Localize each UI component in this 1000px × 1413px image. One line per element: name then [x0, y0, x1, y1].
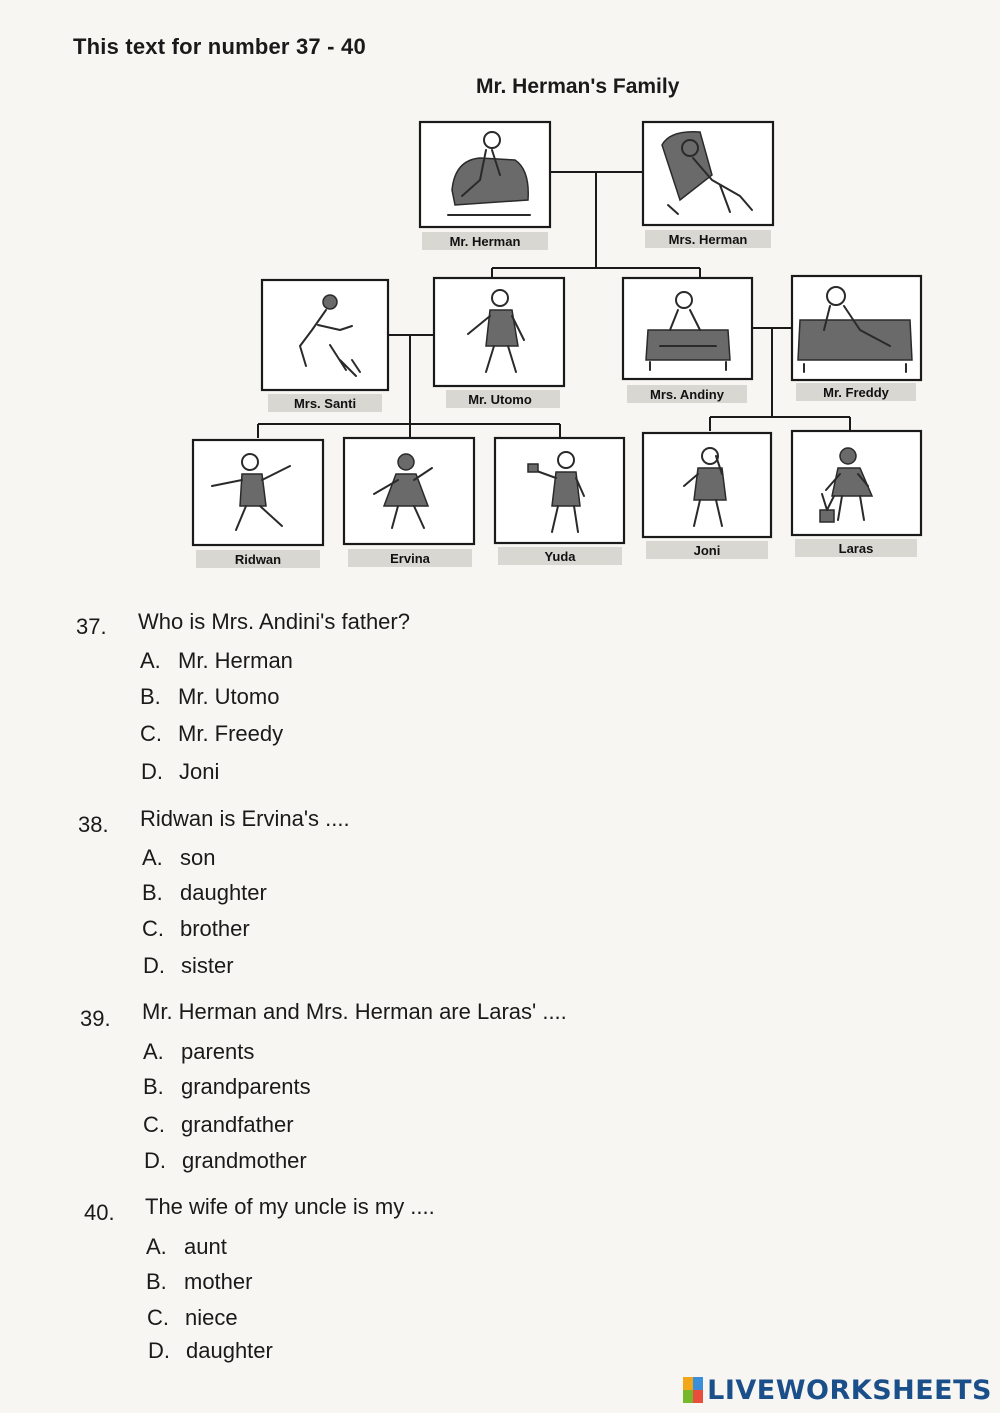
member-laras: [792, 431, 921, 557]
member-label-ridwan: Ridwan: [234, 552, 282, 567]
option-text: Mr. Utomo: [178, 684, 280, 709]
question-number: 40.: [84, 1200, 115, 1225]
member-label-mr-herman: Mr. Herman: [449, 234, 521, 249]
answer-option-b[interactable]: [146, 1269, 252, 1295]
member-mr-utomo: [434, 278, 564, 408]
option-letter: A.: [140, 648, 161, 673]
option-text: sister: [181, 953, 234, 978]
option-letter: B.: [143, 1074, 164, 1099]
member-label-laras: Laras: [838, 541, 874, 556]
member-mrs-santi: [262, 280, 388, 412]
option-text: daughter: [186, 1338, 273, 1363]
question-stem: Mr. Herman and Mrs. Herman are Laras' ....: [142, 999, 567, 1024]
answer-option-d[interactable]: [148, 1338, 273, 1364]
liveworksheets-logo-icon: [683, 1377, 703, 1403]
member-joni: [643, 433, 771, 559]
option-letter: B.: [140, 684, 161, 709]
answer-option-c[interactable]: [147, 1305, 238, 1331]
answer-option-b[interactable]: [140, 684, 279, 710]
member-label-mrs-herman: Mrs. Herman: [668, 232, 748, 247]
option-text: aunt: [184, 1234, 227, 1259]
answer-option-d[interactable]: [143, 953, 234, 979]
option-text: Mr. Herman: [178, 648, 293, 673]
option-text: niece: [185, 1305, 238, 1330]
answer-option-b[interactable]: [143, 1074, 311, 1100]
logo-text: LIVEWORKSHEETS: [707, 1374, 992, 1406]
answer-option-c[interactable]: [142, 916, 250, 942]
option-text: daughter: [180, 880, 267, 905]
member-label-joni: Joni: [693, 543, 721, 558]
answer-option-c[interactable]: [140, 721, 283, 747]
option-letter: B.: [146, 1269, 167, 1294]
option-text: grandparents: [181, 1074, 311, 1099]
member-yuda: [495, 438, 624, 565]
member-label-ervina: Ervina: [390, 551, 430, 566]
option-text: son: [180, 845, 216, 870]
answer-option-a[interactable]: [146, 1234, 227, 1260]
option-text: mother: [184, 1269, 253, 1294]
option-text: grandmother: [182, 1148, 307, 1173]
member-label-yuda: Yuda: [544, 549, 576, 564]
option-letter: B.: [142, 880, 163, 905]
option-letter: D.: [141, 759, 163, 784]
member-mrs-herman: [643, 122, 773, 248]
option-letter: C.: [140, 721, 162, 746]
option-letter: D.: [144, 1148, 166, 1173]
option-text: brother: [180, 916, 250, 941]
option-text: parents: [181, 1039, 255, 1064]
liveworksheets-logo[interactable]: [683, 1373, 992, 1407]
answer-option-a[interactable]: [140, 648, 293, 674]
family-tree-diagram: [0, 0, 1000, 600]
member-label-mr-freddy: Mr. Freddy: [823, 385, 889, 400]
option-letter: A.: [142, 845, 163, 870]
question-stem: Who is Mrs. Andini's father?: [138, 609, 410, 634]
answer-option-c[interactable]: [143, 1112, 294, 1138]
member-mrs-andiny: [623, 278, 752, 403]
answer-option-b[interactable]: [142, 880, 267, 906]
family-tree-title: Mr. Herman's Family: [476, 75, 680, 98]
member-ridwan: [193, 440, 323, 568]
option-letter: C.: [142, 916, 164, 941]
answer-option-a[interactable]: [142, 845, 215, 871]
member-mr-herman: [420, 122, 550, 250]
question-number: 39.: [80, 1006, 111, 1031]
member-label-mrs-andiny: Mrs. Andiny: [650, 387, 724, 402]
question-number: 37.: [76, 614, 107, 639]
option-letter: A.: [143, 1039, 164, 1064]
option-letter: D.: [143, 953, 165, 978]
member-label-mr-utomo: Mr. Utomo: [468, 392, 532, 407]
member-mr-freddy: [792, 276, 921, 401]
option-text: Mr. Freedy: [178, 721, 284, 746]
answer-option-d[interactable]: [141, 759, 219, 785]
question-stem: The wife of my uncle is my ....: [145, 1194, 435, 1219]
option-letter: A.: [146, 1234, 167, 1259]
option-letter: C.: [147, 1305, 169, 1330]
question-stem: Ridwan is Ervina's ....: [140, 806, 350, 831]
question-number: 38.: [78, 812, 109, 837]
option-text: Joni: [179, 759, 220, 784]
member-label-mrs-santi: Mrs. Santi: [293, 396, 357, 411]
member-ervina: [344, 438, 474, 567]
option-letter: D.: [148, 1338, 170, 1363]
answer-option-a[interactable]: [143, 1039, 254, 1065]
option-letter: C.: [143, 1112, 165, 1137]
answer-option-d[interactable]: [144, 1148, 307, 1174]
option-text: grandfather: [181, 1112, 294, 1137]
section-heading: This text for number 37 - 40: [73, 34, 366, 59]
